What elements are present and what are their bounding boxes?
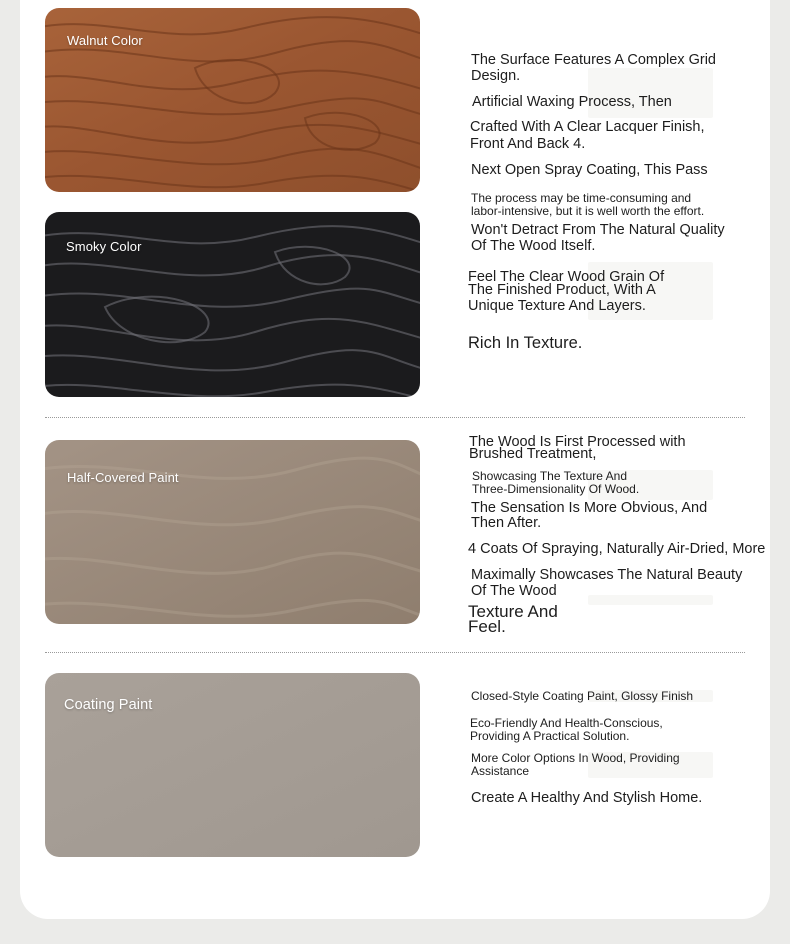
smoky-color-swatch <box>45 212 420 397</box>
feature-note: The process may be time-consuming and <box>471 191 692 205</box>
feature-line: Design. <box>471 68 521 84</box>
section-divider <box>45 652 745 653</box>
swatch-label: Smoky Color <box>66 239 142 254</box>
feature-line: The Finished Product, With A <box>468 282 656 298</box>
feature-line: Of The Wood <box>471 583 557 599</box>
feature-line: Crafted With A Clear Lacquer Finish, <box>470 119 705 135</box>
feature-note: Assistance <box>471 764 530 778</box>
feature-line: 4 Coats Of Spraying, Naturally Air-Dried, More <box>468 541 766 557</box>
feature-line: Unique Texture And Layers. <box>468 298 646 314</box>
feature-line: Then After. <box>471 515 542 531</box>
section-divider <box>45 417 745 418</box>
feature-note: Providing A Practical Solution. <box>470 729 630 743</box>
feature-note: Closed-Style Coating Paint, Glossy Finish <box>471 689 694 703</box>
text-highlight <box>588 68 713 118</box>
feature-line: Create A Healthy And Stylish Home. <box>471 790 703 806</box>
half-covered-paint-swatch <box>45 440 420 624</box>
feature-line: Next Open Spray Coating, This Pass <box>471 162 708 178</box>
feature-note: More Color Options In Wood, Providing <box>471 751 680 765</box>
coating-paint-swatch <box>45 673 420 857</box>
feature-note: Eco-Friendly And Health-Conscious, <box>470 716 663 730</box>
swatch-label: Coating Paint <box>64 697 153 713</box>
half-covered-grain-texture <box>45 440 420 624</box>
feature-line: Won't Detract From The Natural Quality <box>471 222 725 238</box>
feature-line: The Surface Features A Complex Grid <box>471 52 716 68</box>
feature-line: Artificial Waxing Process, Then <box>472 94 672 110</box>
feature-line: The Wood Is First Processed with <box>469 434 686 450</box>
text-highlight <box>588 595 713 605</box>
feature-line: Brushed Treatment, <box>469 446 597 462</box>
feature-note: labor-intensive, but it is well worth the effort. <box>471 204 705 218</box>
swatch-label: Walnut Color <box>67 33 143 48</box>
feature-line: Front And Back 4. <box>470 136 586 152</box>
feature-line: Feel The Clear Wood Grain Of <box>468 269 665 285</box>
feature-line: The Sensation Is More Obvious, And <box>471 500 708 516</box>
feature-line: Maximally Showcases The Natural Beauty <box>471 567 743 583</box>
swatch-label: Half-Covered Paint <box>67 470 179 485</box>
feature-line: Texture And <box>468 602 558 621</box>
feature-note: Showcasing The Texture And <box>472 469 627 483</box>
feature-line: Of The Wood Itself. <box>471 238 596 254</box>
walnut-color-swatch <box>45 8 420 192</box>
feature-line: Rich In Texture. <box>468 334 583 352</box>
feature-line: Feel. <box>468 617 506 636</box>
feature-note: Three-Dimensionality Of Wood. <box>472 482 640 496</box>
